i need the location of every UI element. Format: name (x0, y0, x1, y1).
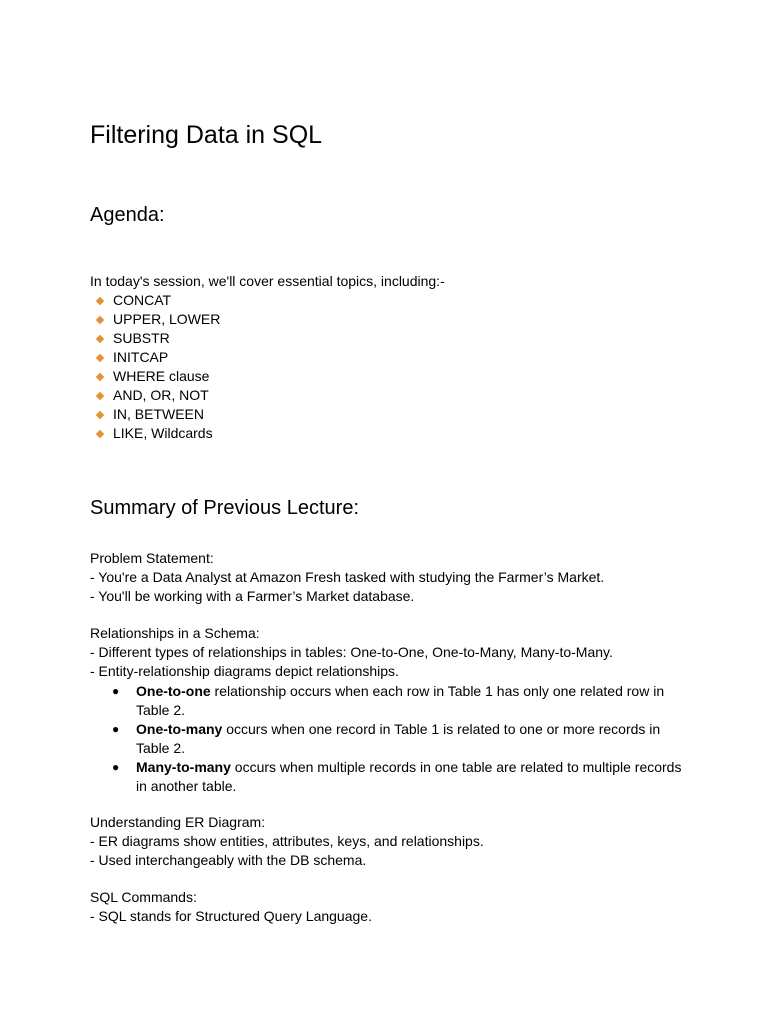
sql-commands-label: SQL Commands: (90, 889, 197, 905)
relationship-type-item (112, 682, 682, 720)
problem-statement-line: - You're a Data Analyst at Amazon Fresh tasked with studying the Farmer’s Market. (90, 569, 605, 585)
relationship-description: occurs when one record in Table 1 is related to one or more records in (222, 721, 661, 737)
diamond-bullet-icon (96, 410, 104, 418)
problem-statement-label: Problem Statement: (90, 550, 214, 566)
relationship-term: Many-to-many (136, 759, 231, 775)
relationship-term: One-to-many (136, 721, 223, 737)
relationship-types-list (112, 682, 682, 796)
agenda-list (95, 291, 220, 443)
diamond-bullet-icon (96, 391, 104, 399)
sql-commands-line: - SQL stands for Structured Query Language. (90, 908, 372, 924)
diamond-bullet-icon (96, 372, 104, 380)
relationship-description: relationship occurs when each row in Table 1 has only one related row in (210, 683, 665, 699)
relationships-line: - Different types of relationships in tables: One-to-One, One-to-Many, Many-to-Many. (90, 644, 613, 660)
diamond-bullet-icon (96, 334, 104, 342)
relationship-term: One-to-one (136, 683, 211, 699)
diamond-bullet-icon (96, 353, 104, 361)
agenda-item (95, 405, 220, 424)
relationship-description-cont: Table 2. (136, 740, 186, 756)
agenda-item (95, 310, 220, 329)
agenda-item-label: WHERE clause (113, 368, 210, 384)
summary-heading: Summary of Previous Lecture: (90, 497, 359, 519)
agenda-intro: In today's session, we'll cover essential topics, including:- (90, 273, 445, 289)
diamond-bullet-icon (96, 429, 104, 437)
relationships-label: Relationships in a Schema: (90, 625, 260, 641)
er-diagram-line: - Used interchangeably with the DB schema. (90, 852, 367, 868)
er-diagram-line: - ER diagrams show entities, attributes, keys, and relationships. (90, 833, 484, 849)
agenda-item-label: LIKE, Wildcards (113, 425, 213, 441)
agenda-heading: Agenda: (90, 204, 165, 226)
agenda-item (95, 424, 220, 443)
agenda-item-label: CONCAT (113, 292, 172, 308)
document-title: Filtering Data in SQL (90, 121, 323, 149)
relationship-description: occurs when multiple records in one table are related to multiple records (230, 759, 682, 775)
agenda-item (95, 291, 220, 310)
relationship-description-cont: Table 2. (136, 702, 186, 718)
agenda-item-label: UPPER, LOWER (113, 311, 221, 327)
problem-statement-line: - You'll be working with a Farmer’s Market database. (90, 588, 415, 604)
diamond-bullet-icon (96, 315, 104, 323)
agenda-item-label: SUBSTR (113, 330, 170, 346)
agenda-item-label: AND, OR, NOT (113, 387, 209, 403)
agenda-item (95, 386, 220, 405)
relationship-description-cont: in another table. (136, 778, 237, 794)
agenda-item-label: IN, BETWEEN (113, 406, 205, 422)
agenda-item (95, 367, 220, 386)
agenda-item (95, 348, 220, 367)
agenda-item-label: INITCAP (113, 349, 169, 365)
diamond-bullet-icon (96, 296, 104, 304)
agenda-item (95, 329, 220, 348)
bullet-dot-icon: ● (112, 760, 120, 774)
relationship-type-item (112, 758, 682, 796)
bullet-dot-icon: ● (112, 684, 120, 698)
bullet-dot-icon: ● (112, 722, 120, 736)
relationships-line: - Entity-relationship diagrams depict relationships. (90, 663, 399, 679)
relationship-type-item (112, 720, 682, 758)
er-diagram-label: Understanding ER Diagram: (90, 814, 266, 830)
